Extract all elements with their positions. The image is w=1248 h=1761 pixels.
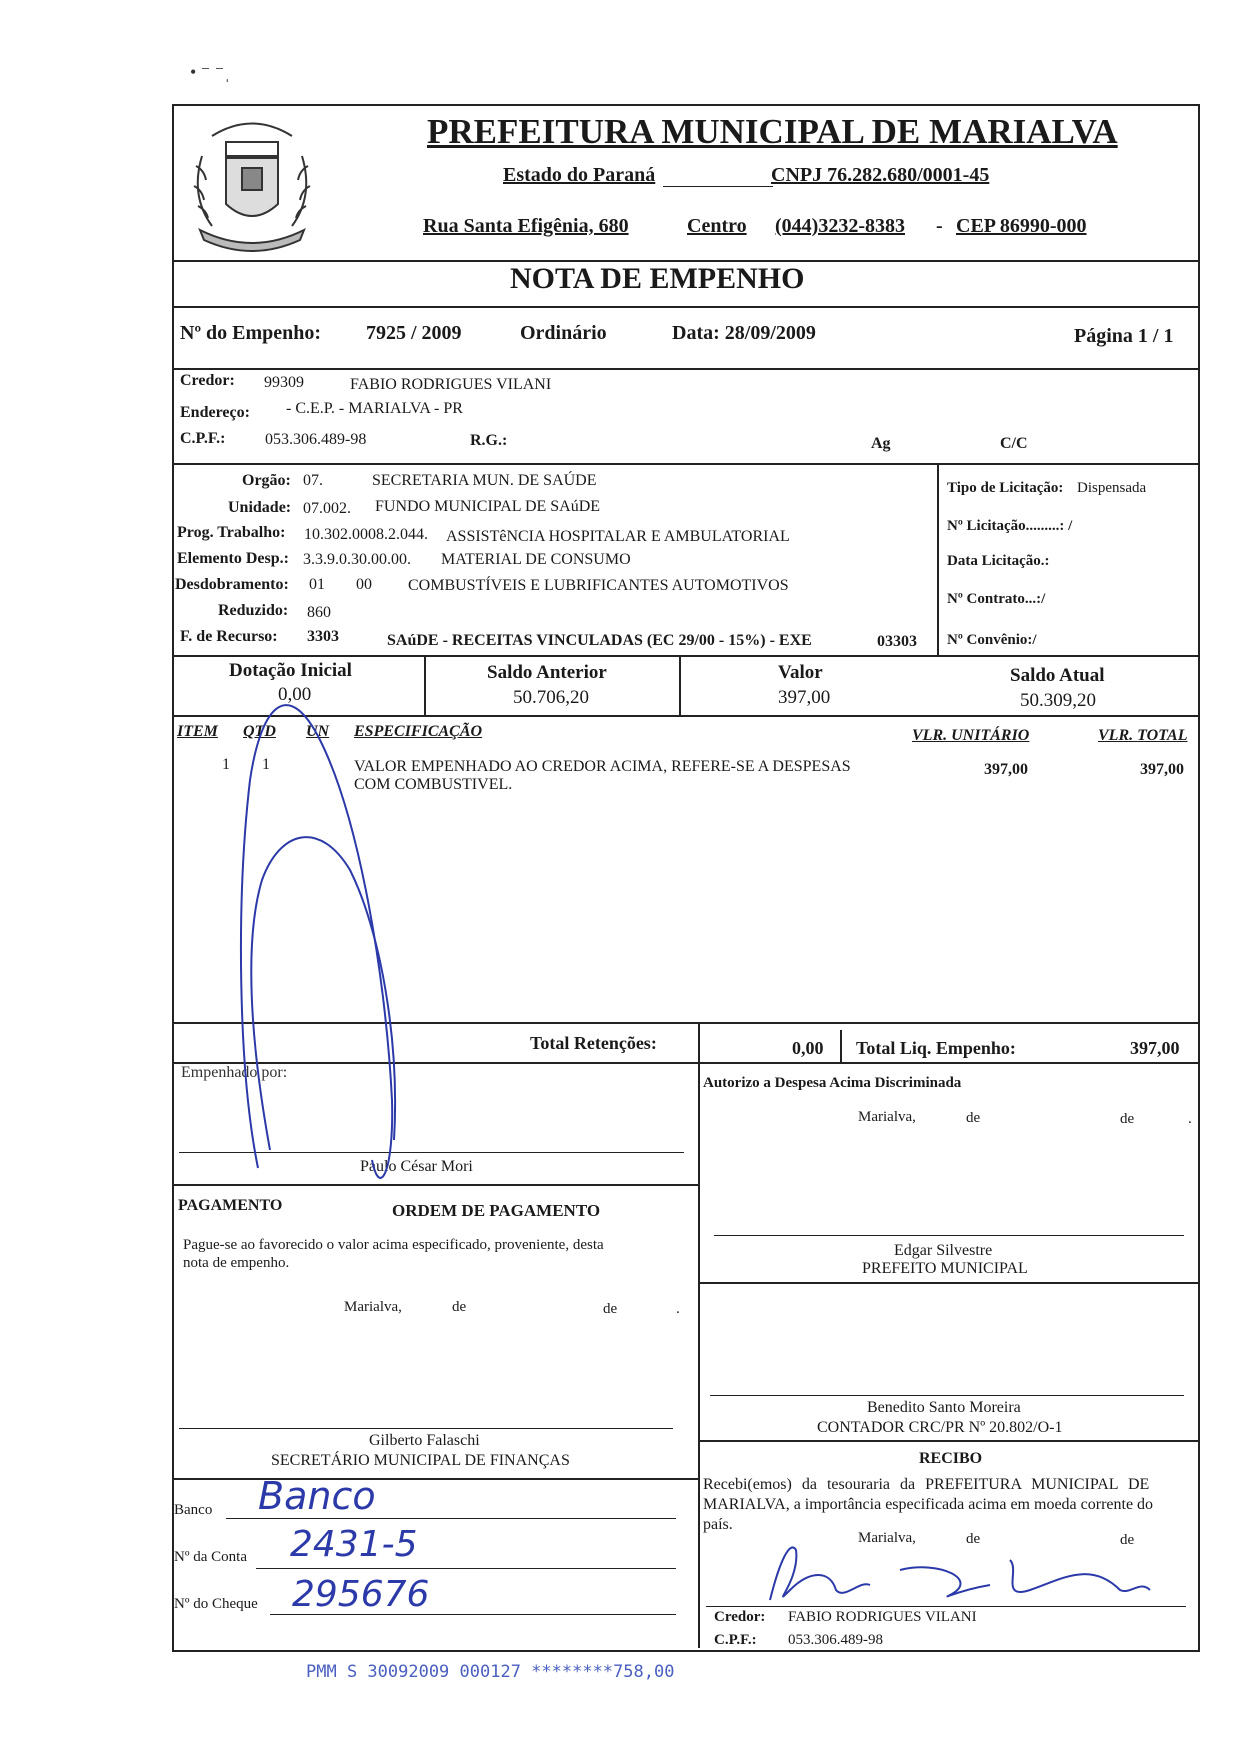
divider [172, 1022, 1198, 1024]
divider [172, 306, 1198, 308]
col-vlr-total: VLR. TOTAL [1098, 727, 1188, 744]
liquido-value: 397,00 [1130, 1038, 1180, 1058]
header-address: Rua Santa Efigênia, 680 [423, 215, 629, 237]
cheque-label: Nº do Cheque [174, 1596, 258, 1612]
orgao-label: Orgão: [242, 472, 291, 489]
empenho-number: 7925 / 2009 [366, 322, 462, 344]
header-district: Centro [687, 215, 747, 237]
valor-label: Valor [778, 662, 823, 683]
divider [172, 368, 1198, 370]
header-phone: (044)3232-8383 [775, 215, 905, 237]
signature-line [710, 1395, 1184, 1396]
divider [172, 655, 1198, 657]
divider [937, 463, 939, 655]
autorizo-place: Marialva, [858, 1109, 916, 1125]
reduzido-value: 860 [307, 604, 331, 621]
secretario-title: SECRETÁRIO MUNICIPAL DE FINANÇAS [271, 1452, 570, 1469]
divider [698, 1282, 1198, 1284]
saldo-anterior-label: Saldo Anterior [487, 662, 607, 683]
prog-label: Prog. Trabalho: [177, 524, 286, 541]
header-cnpj: CNPJ 76.282.680/0001-45 [771, 164, 990, 186]
retencoes-label: Total Retenções: [530, 1033, 657, 1053]
recurso-number: 03303 [877, 633, 917, 650]
saldo-atual-label: Saldo Atual [1010, 665, 1105, 686]
recurso-name: SAúDE - RECEITAS VINCULADAS (EC 29/00 - 15%) - EXE [387, 632, 812, 649]
recibo-label: RECIBO [919, 1450, 983, 1467]
item-unit-value: 397,00 [984, 761, 1028, 778]
contador-title: CONTADOR CRC/PR Nº 20.802/O-1 [817, 1419, 1063, 1436]
divider [172, 1062, 1198, 1064]
pagamento-label: PAGAMENTO [178, 1197, 283, 1214]
crest-text: MARIALVA [228, 231, 277, 241]
secretario-name: Gilberto Falaschi [369, 1432, 480, 1449]
empenho-label: Nº do Empenho: [180, 322, 322, 344]
licitacao-data: Data Licitação.: [947, 553, 1050, 569]
cpf-value: 053.306.489-98 [265, 431, 367, 448]
recibo-text-line2: MARIALVA, a importância especificada acima em moeda corrente do [703, 1496, 1154, 1513]
ordem-pagamento-label: ORDEM DE PAGAMENTO [392, 1201, 601, 1220]
unidade-code: 07.002. [303, 500, 351, 517]
divider [172, 1184, 698, 1186]
signature-line [179, 1428, 673, 1429]
cpf-label: C.P.F.: [180, 430, 226, 447]
recibo-de2: de [1120, 1532, 1135, 1548]
unidade-label: Unidade: [228, 499, 292, 516]
pagamento-place: Marialva, [344, 1299, 402, 1315]
divider [172, 1478, 698, 1480]
scan-mark: • ⁻ ⁻ˌ [190, 62, 231, 82]
page-number: Página 1 / 1 [1074, 325, 1174, 347]
convenio-numero: Nº Convênio:/ [947, 632, 1037, 648]
credor-label: Credor: [180, 372, 235, 389]
autorizo-label: Autorizo a Despesa Acima Discriminada [703, 1075, 962, 1091]
recibo-text-line1: Recebi(emos) da tesouraria da PREFEITURA MUNICIPAL DE [703, 1476, 1150, 1493]
ag-label: Ag [871, 435, 891, 452]
recibo-cpf-label: C.P.F.: [714, 1632, 757, 1648]
banco-label: Banco [174, 1502, 213, 1518]
item-total-value: 397,00 [1140, 761, 1184, 778]
conta-label: Nº da Conta [174, 1549, 247, 1565]
empenhado-name: Paulo César Mori [360, 1158, 473, 1175]
autorizo-de2: de [1120, 1111, 1135, 1127]
contador-name: Benedito Santo Moreira [867, 1399, 1021, 1416]
recibo-credor-label: Credor: [714, 1609, 766, 1625]
divider [172, 463, 1198, 465]
item-espec-line2: COM COMBUSTIVEL. [354, 776, 513, 793]
credor-code: 99309 [264, 374, 304, 391]
conta-handwritten: 2431-5 [290, 1524, 418, 1565]
retencoes-value: 0,00 [792, 1038, 824, 1058]
header-state: Estado do Paraná [503, 164, 656, 186]
header-title: PREFEITURA MUNICIPAL DE MARIALVA [427, 112, 1118, 151]
endereco-label: Endereço: [180, 404, 250, 421]
signature-line [714, 1235, 1184, 1236]
recibo-cpf-value: 053.306.489-98 [788, 1632, 883, 1648]
empenhado-label: Empenhado por: [181, 1064, 288, 1081]
autorizo-dot: . [1188, 1111, 1192, 1127]
banco-line [226, 1518, 676, 1519]
desdobramento-a: 01 [309, 576, 325, 593]
bank-stamp: PMM S 30092009 000127 ********758,00 [306, 1662, 675, 1682]
saldo-atual-value: 50.309,20 [1020, 690, 1096, 711]
header-underline [663, 186, 773, 187]
unidade-name: FUNDO MUNICIPAL DE SAúDE [375, 498, 601, 515]
crest-logo [182, 106, 322, 258]
col-especificacao: ESPECIFICAÇÃO [354, 723, 483, 740]
reduzido-label: Reduzido: [218, 602, 289, 619]
cheque-handwritten: 295676 [292, 1574, 430, 1615]
pagamento-de1: de [452, 1299, 467, 1315]
elemento-label: Elemento Desp.: [177, 550, 289, 567]
prefeito-title: PREFEITO MUNICIPAL [862, 1260, 1028, 1277]
item-number: 1 [222, 756, 230, 773]
signature-line [179, 1152, 684, 1153]
col-item: ITEM [177, 723, 218, 740]
divider [698, 1062, 700, 1648]
liquido-label: Total Liq. Empenho: [856, 1038, 1016, 1058]
header-cep: CEP 86990-000 [956, 215, 1087, 237]
orgao-code: 07. [303, 472, 323, 489]
recibo-place: Marialva, [858, 1530, 916, 1546]
header-dash: - [936, 215, 943, 237]
cc-label: C/C [1000, 435, 1028, 452]
licitacao-tipo-label: Tipo de Licitação: [947, 480, 1064, 496]
prog-name: ASSISTêNCIA HOSPITALAR E AMBULATORIAL [446, 528, 790, 545]
contrato-numero: Nº Contrato...:/ [947, 591, 1046, 607]
saldo-anterior-value: 50.706,20 [513, 687, 589, 708]
desdobramento-b: 00 [356, 576, 372, 593]
pagamento-dot: . [676, 1301, 680, 1317]
dotacao-label: Dotação Inicial [229, 660, 352, 681]
doc-title: NOTA DE EMPENHO [510, 262, 805, 295]
recurso-label: F. de Recurso: [180, 628, 278, 645]
divider [424, 655, 426, 715]
pagamento-text-line2: nota de empenho. [183, 1255, 290, 1271]
desdobramento-name: COMBUSTÍVEIS E LUBRIFICANTES AUTOMOTIVOS [408, 577, 789, 594]
conta-line [256, 1568, 676, 1569]
col-qtd: QTD [243, 723, 276, 740]
recibo-text-line3: país. [703, 1516, 733, 1533]
signature-line [706, 1606, 1186, 1607]
elemento-name: MATERIAL DE CONSUMO [441, 551, 631, 568]
rg-label: R.G.: [470, 432, 508, 449]
banco-handwritten: Banco [258, 1474, 376, 1518]
pagamento-text-line1: Pague-se ao favorecido o valor acima especificado, proveniente, desta [183, 1237, 604, 1253]
col-vlr-unitario: VLR. UNITÁRIO [912, 727, 1030, 744]
orgao-name: SECRETARIA MUN. DE SAÚDE [372, 472, 597, 489]
pagamento-de2: de [603, 1301, 618, 1317]
recurso-code: 3303 [307, 628, 339, 645]
empenho-date: Data: 28/09/2009 [672, 322, 816, 344]
credor-name: FABIO RODRIGUES VILANI [350, 376, 552, 393]
item-espec-line1: VALOR EMPENHADO AO CREDOR ACIMA, REFERE-SE A DESPESAS [354, 758, 851, 775]
valor-value: 397,00 [778, 687, 831, 708]
autorizo-de1: de [966, 1110, 981, 1126]
col-un: UN [306, 723, 330, 740]
dotacao-value: 0,00 [278, 684, 312, 705]
endereco-value: - C.E.P. - MARIALVA - PR [286, 400, 463, 417]
divider [679, 655, 681, 715]
elemento-code: 3.3.9.0.30.00.00. [303, 551, 411, 568]
empenho-type: Ordinário [520, 322, 607, 344]
recibo-de1: de [966, 1531, 981, 1547]
licitacao-numero: Nº Licitação.........: / [947, 518, 1073, 534]
divider [698, 1022, 700, 1062]
prefeito-name: Edgar Silvestre [894, 1242, 993, 1259]
recibo-credor-name: FABIO RODRIGUES VILANI [788, 1609, 977, 1625]
prog-code: 10.302.0008.2.044. [304, 526, 428, 543]
item-qtd: 1 [262, 756, 270, 773]
desdobramento-label: Desdobramento: [175, 576, 289, 593]
divider [840, 1030, 842, 1062]
divider [698, 1440, 1198, 1442]
divider [172, 715, 1198, 717]
licitacao-tipo-value: Dispensada [1077, 480, 1147, 496]
